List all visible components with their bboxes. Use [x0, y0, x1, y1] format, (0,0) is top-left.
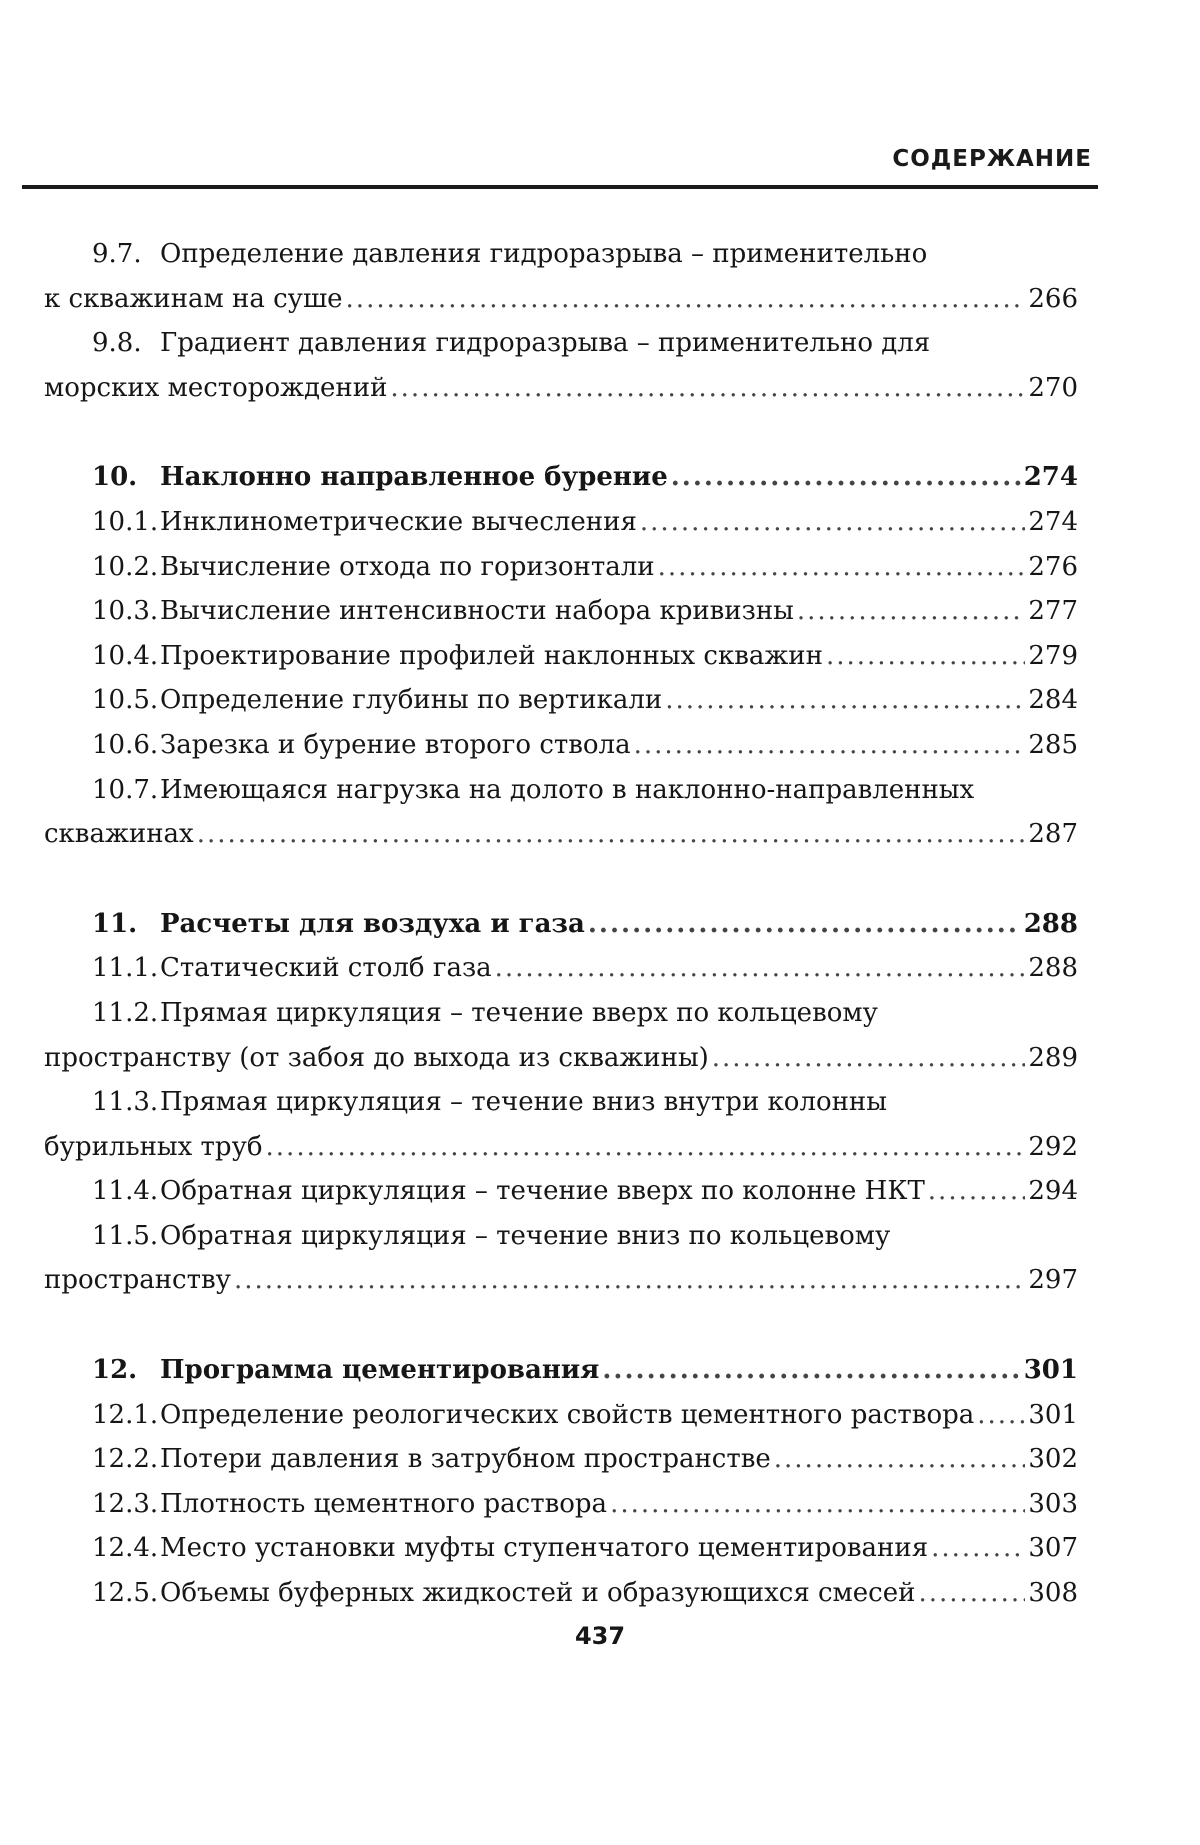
entry-title: Прямая циркуляция – течение вниз внутри колонны: [160, 1087, 887, 1118]
toc-entry-11-4: [44, 1169, 1078, 1214]
entry-number: 12.5.: [92, 1578, 159, 1609]
entry-number: 11.5.: [92, 1220, 159, 1251]
toc-entry-10-1: [44, 500, 1078, 545]
page-ref: 284: [1028, 685, 1078, 716]
header-rule: [22, 185, 1098, 189]
entry-title: Определение реологических свойств цементного раствора: [160, 1399, 975, 1430]
entry-number: 10.6.: [92, 729, 159, 760]
page-ref: 288: [1028, 953, 1078, 984]
entry-title: Обратная циркуляция – течение вверх по колонне НКТ: [160, 1176, 925, 1207]
dot-leader: [390, 366, 1025, 411]
entry-number: 11.1.: [92, 953, 159, 984]
toc-entry-11-2: [44, 991, 1078, 1080]
entry-number: 11.2.: [92, 997, 159, 1028]
page-ref: 277: [1028, 596, 1078, 627]
entry-number: 12.1.: [92, 1399, 159, 1430]
dot-leader: [928, 1169, 1026, 1214]
entry-title: Градиент давления гидроразрыва – применительно для: [160, 328, 931, 359]
toc-entry-9-8: [44, 321, 1078, 410]
page-ref: 294: [1028, 1176, 1078, 1207]
dot-leader: [495, 946, 1026, 991]
section-gap: [44, 857, 1078, 902]
toc-entry-9-7: [44, 232, 1078, 321]
toc-entry-12-1: [44, 1393, 1078, 1438]
page-ref: 276: [1028, 551, 1078, 582]
entry-title: Прямая циркуляция – течение вверх по кольцевому: [160, 997, 878, 1028]
entry-number: 12.3.: [92, 1488, 159, 1519]
entry-title: Потери давления в затрубном пространстве: [160, 1444, 771, 1475]
dot-leader: [588, 902, 1021, 947]
entry-number: 10.3.: [92, 596, 159, 627]
entry-number: 10.4.: [92, 640, 159, 671]
entry-title: Вычисление интенсивности набора кривизны: [160, 596, 794, 627]
toc-entry-12-5: [44, 1571, 1078, 1616]
toc-entry-10-4: [44, 634, 1078, 679]
entry-title: Имеющаяся нагрузка на долото в наклонно-направленных: [160, 774, 975, 805]
dot-leader: [797, 589, 1026, 634]
page-ref: 270: [1028, 372, 1078, 403]
entry-title: Место установки муфты ступенчатого цементирования: [160, 1533, 929, 1564]
dot-leader: [931, 1526, 1025, 1571]
page-ref: 285: [1028, 729, 1078, 760]
table-of-contents: [44, 232, 1078, 1616]
page-ref: 279: [1028, 640, 1078, 671]
entry-number: 10.7.: [92, 774, 159, 805]
dot-leader: [977, 1393, 1025, 1438]
entry-title-cont: бурильных труб: [44, 1131, 263, 1162]
entry-title: Инклинометрические вычесления: [160, 506, 637, 537]
dot-leader: [712, 1036, 1026, 1081]
page-ref: 307: [1028, 1533, 1078, 1564]
page-ref: 292: [1028, 1131, 1078, 1162]
entry-title-cont: пространству (от забоя до выхода из скважины): [44, 1042, 709, 1073]
entry-number: 10.1.: [92, 506, 159, 537]
page-ref: 303: [1028, 1488, 1078, 1519]
dot-leader: [610, 1482, 1025, 1527]
toc-entry-11-5: [44, 1214, 1078, 1303]
toc-entry-12-4: [44, 1526, 1078, 1571]
section-gap: [44, 1303, 1078, 1348]
running-head: СОДЕРЖАНИЕ: [892, 146, 1092, 172]
toc-entry-12-2: [44, 1437, 1078, 1482]
toc-entry-10-6: [44, 723, 1078, 768]
entry-title-cont: скважинах: [44, 819, 194, 850]
toc-chapter-12: [44, 1348, 1078, 1393]
entry-number: 10.5.: [92, 685, 159, 716]
dot-leader: [671, 455, 1021, 500]
page-number: 437: [574, 1622, 626, 1650]
page-ref: 301: [1023, 1355, 1078, 1386]
entry-number: 11.4.: [92, 1176, 159, 1207]
entry-number: 10.2.: [92, 551, 159, 582]
toc-entry-10-5: [44, 678, 1078, 723]
toc-entry-12-3: [44, 1482, 1078, 1527]
dot-leader: [197, 812, 1026, 857]
toc-entry-11-3: [44, 1080, 1078, 1169]
entry-title: Объемы буферных жидкостей и образующихся смесей: [160, 1578, 916, 1609]
dot-leader: [640, 500, 1026, 545]
entry-number: 11.3.: [92, 1087, 159, 1118]
dot-leader: [826, 634, 1025, 679]
dot-leader: [918, 1571, 1025, 1616]
page-ref: 266: [1028, 283, 1078, 314]
dot-leader: [346, 277, 1026, 322]
chapter-title: Наклонно направленное бурение: [160, 462, 668, 493]
page-ref: 274: [1023, 462, 1078, 493]
entry-title: Зарезка и бурение второго ствола: [160, 729, 631, 760]
page-ref: 274: [1028, 506, 1078, 537]
chapter-number: 11.: [92, 908, 138, 939]
toc-chapter-10: [44, 455, 1078, 500]
page-ref: 289: [1028, 1042, 1078, 1073]
toc-entry-10-3: [44, 589, 1078, 634]
page-ref: 308: [1028, 1578, 1078, 1609]
page-ref: 301: [1028, 1399, 1078, 1430]
entry-title: Определение давления гидроразрыва – применительно: [160, 239, 928, 269]
entry-number: 12.4.: [92, 1533, 159, 1564]
entry-number: 9.7.: [92, 239, 142, 269]
page-ref: 297: [1028, 1265, 1078, 1296]
dot-leader: [658, 545, 1026, 590]
chapter-title: Программа цементирования: [160, 1355, 600, 1386]
entry-title: Обратная циркуляция – течение вниз по кольцевому: [160, 1220, 891, 1251]
entry-title: Плотность цементного раствора: [160, 1488, 608, 1519]
dot-leader: [634, 723, 1026, 768]
toc-entry-10-7: [44, 768, 1078, 857]
entry-title-cont: пространству: [44, 1265, 231, 1296]
entry-number: 9.8.: [92, 328, 142, 359]
entry-title: Определение глубины по вертикали: [160, 685, 663, 716]
dot-leader: [234, 1258, 1025, 1303]
toc-chapter-11: [44, 902, 1078, 947]
toc-entry-10-2: [44, 545, 1078, 590]
entry-title-cont: морских месторождений: [44, 372, 388, 403]
dot-leader: [266, 1125, 1026, 1170]
dot-leader: [602, 1348, 1020, 1393]
chapter-number: 12.: [92, 1355, 138, 1386]
entry-title: Статический столб газа: [160, 953, 492, 984]
entry-title-cont: к скважинам на суше: [44, 283, 343, 314]
chapter-title: Расчеты для воздуха и газа: [160, 908, 585, 939]
section-gap: [44, 410, 1078, 455]
entry-title: Вычисление отхода по горизонтали: [160, 551, 655, 582]
entry-title: Проектирование профилей наклонных скважин: [160, 640, 823, 671]
dot-leader: [774, 1437, 1026, 1482]
toc-entry-11-1: [44, 946, 1078, 991]
chapter-number: 10.: [92, 462, 138, 493]
page-ref: 287: [1028, 819, 1078, 850]
dot-leader: [665, 678, 1025, 723]
page-ref: 302: [1028, 1444, 1078, 1475]
page-ref: 288: [1023, 908, 1078, 939]
entry-number: 12.2.: [92, 1444, 159, 1475]
